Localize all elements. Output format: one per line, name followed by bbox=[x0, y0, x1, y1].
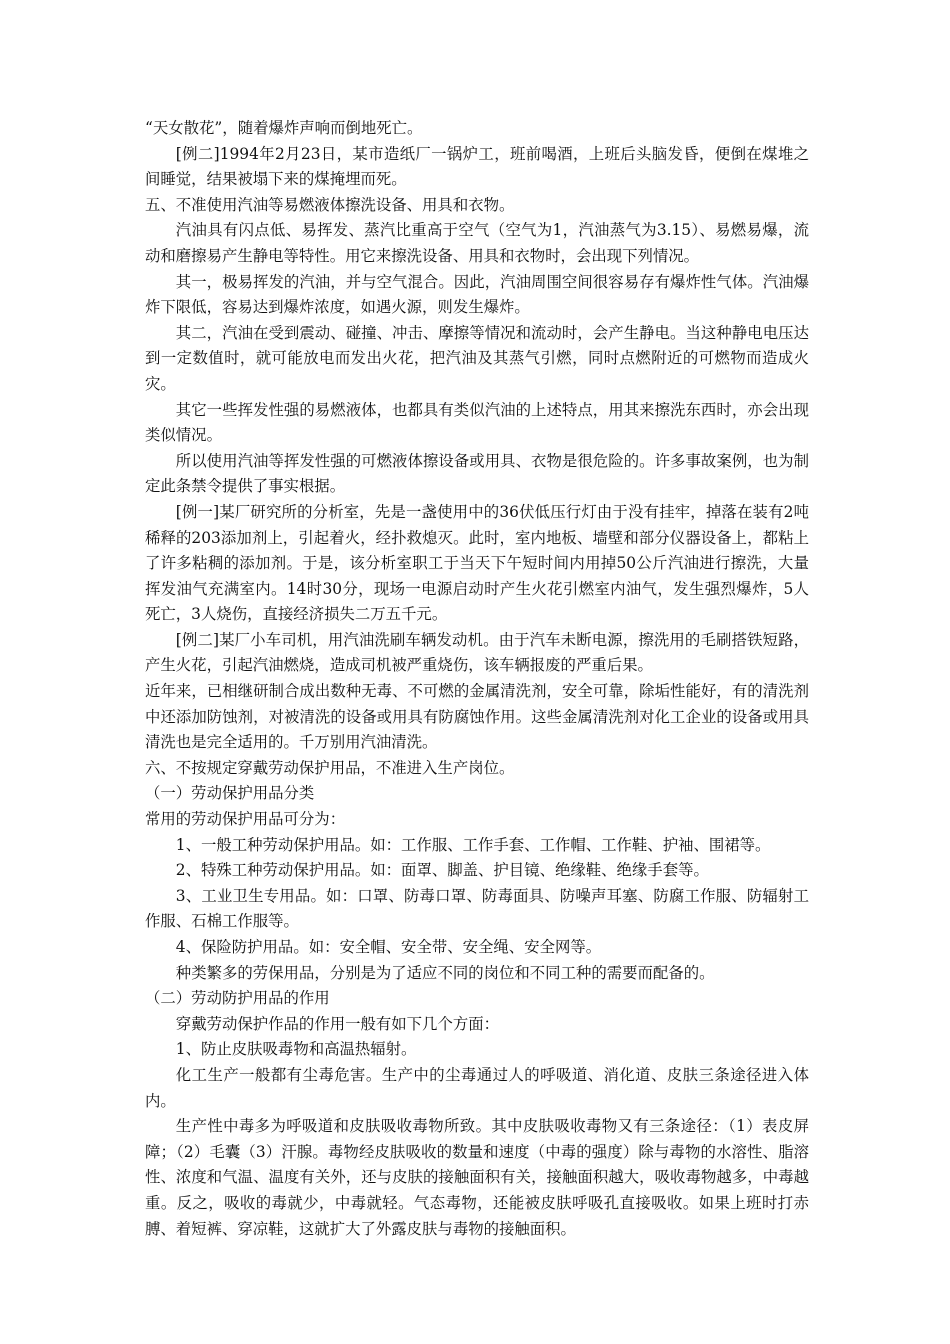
paragraph: 其一，极易挥发的汽油，并与空气混合。因此，汽油周围空间很容易存有爆炸性气体。汽油爆炸下限低，容易达到爆炸浓度，如遇火源，则发生爆炸。 bbox=[145, 272, 809, 317]
list-item: 2、特殊工种劳动保护用品。如：面罩、脚盖、护目镜、绝缘鞋、绝缘手套等。 bbox=[175, 861, 709, 880]
paragraph: 常用的劳动保护用品可分为： bbox=[145, 810, 346, 829]
section-heading: 六、不按规定穿戴劳动保护用品，不准进入生产岗位。 bbox=[145, 758, 515, 777]
paragraph: 种类繁多的劳保用品，分别是为了适应不同的岗位和不同工种的需要而配备的。 bbox=[175, 963, 715, 982]
paragraph: 汽油具有闪点低、易挥发、蒸汽比重高于空气（空气为1，汽油蒸气为3.15）、易燃易爆，流动和磨擦易产生静电等特性。用它来擦洗设备、用具和衣物时，会出现下列情况。 bbox=[145, 221, 809, 265]
paragraph: 穿戴劳动保护作品的作用一般有如下几个方面： bbox=[175, 1014, 500, 1033]
list-item: 1、一般工种劳动保护用品。如：工作服、工作手套、工作帽、工作鞋、护袖、围裙等。 bbox=[175, 835, 771, 854]
paragraph: 所以使用汽油等挥发性强的可燃液体擦设备或用具、衣物是很危险的。许多事故案例，也为制定此条禁令提供了事实根据。 bbox=[145, 451, 809, 496]
paragraph: 其它一些挥发性强的易燃液体，也都具有类似汽油的上述特点，用其来擦洗东西时，亦会出现类似情况。 bbox=[145, 400, 809, 445]
paragraph: [例二]1994年2月23日，某市造纸厂一锅炉工，班前喝酒，上班后头脑发昏，便倒在煤堆之间睡觉，结果被塌下来的煤掩埋而死。 bbox=[145, 144, 809, 189]
list-item: 4、保险防护用品。如：安全帽、安全带、安全绳、安全网等。 bbox=[175, 938, 602, 956]
paragraph: [例二]某厂小车司机，用汽油洗刷车辆发动机。由于汽车未断电源，擦洗用的毛刷搭铁短路，产生火花，引起汽油燃烧，造成司机被严重烧伤，该车辆报废的严重后果。 bbox=[145, 630, 809, 675]
paragraph: “天女散花”，随着爆炸声响而倒地死亡。 bbox=[145, 119, 423, 137]
document-body bbox=[145, 116, 809, 1242]
paragraph: 近年来，已相继研制合成出数种无毒、不可燃的金属清洗剂，安全可靠，除垢性能好，有的清洗剂中还添加防蚀剂，对被清洗的设备或用具有防腐蚀作用。这些金属清洗剂对化工企业的设备或用具清洗也是完全适用的。千万别用汽油清洗。 bbox=[145, 682, 809, 752]
list-item: 3、工业卫生专用品。如：口罩、防毒口罩、防毒面具、防噪声耳塞、防腐工作服、防辐射工作服、石棉工作服等。 bbox=[145, 886, 809, 931]
paragraph: [例一]某厂研究所的分析室，先是一盏使用中的36伏低压行灯由于没有挂牢，掉落在装有2吨稀释的203添加剂上，引起着火，经扑救熄灭。此时，室内地板、墙壁和部分仪器设备上，都粘上了许多粘稠的添加剂。于是，该分析室职工于当天下午短时间内用掉50公斤汽油进行擦洗，大量挥发油气充满室内。14时30分，现场一电源启动时产生火花引燃室内油气，发生强烈爆炸，5人死亡，3人烧伤，直接经济损失二万五千元。 bbox=[145, 502, 809, 624]
paragraph: 生产性中毒多为呼吸道和皮肤吸收毒物所致。其中皮肤吸收毒物又有三条途径：（1）表皮屏障；（2）毛囊（3）汗腺。毒物经皮肤吸收的数量和速度（中毒的强度）除与毒物的水溶性、脂溶性、浓度和气温、温度有关外，还与皮肤的接触面积有关，接触面积越大，吸收毒物越多，中毒越重。反之，吸收的毒就少，中毒就轻。气态毒物，还能被皮肤呼吸孔直接吸收。如果上班时打赤膊、着短裤、穿凉鞋，这就扩大了外露皮肤与毒物的接触面积。 bbox=[145, 1117, 809, 1238]
paragraph: 其二，汽油在受到震动、碰撞、冲击、摩擦等情况和流动时，会产生静电。当这种静电电压达到一定数值时，就可能放电而发出火花，把汽油及其蒸气引燃，同时点燃附近的可燃物而造成火灾。 bbox=[145, 323, 809, 393]
subsection-heading: （二）劳动防护用品的作用 bbox=[145, 989, 330, 1008]
list-item: 1、防止皮肤吸毒物和高温热辐射。 bbox=[175, 1040, 417, 1059]
paragraph: 化工生产一般都有尘毒危害。生产中的尘毒通过人的呼吸道、消化道、皮肤三条途径进入体内。 bbox=[145, 1065, 809, 1110]
subsection-heading: （一）劳动保护用品分类 bbox=[145, 784, 315, 803]
section-heading: 五、不准使用汽油等易燃液体擦洗设备、用具和衣物。 bbox=[145, 195, 515, 214]
